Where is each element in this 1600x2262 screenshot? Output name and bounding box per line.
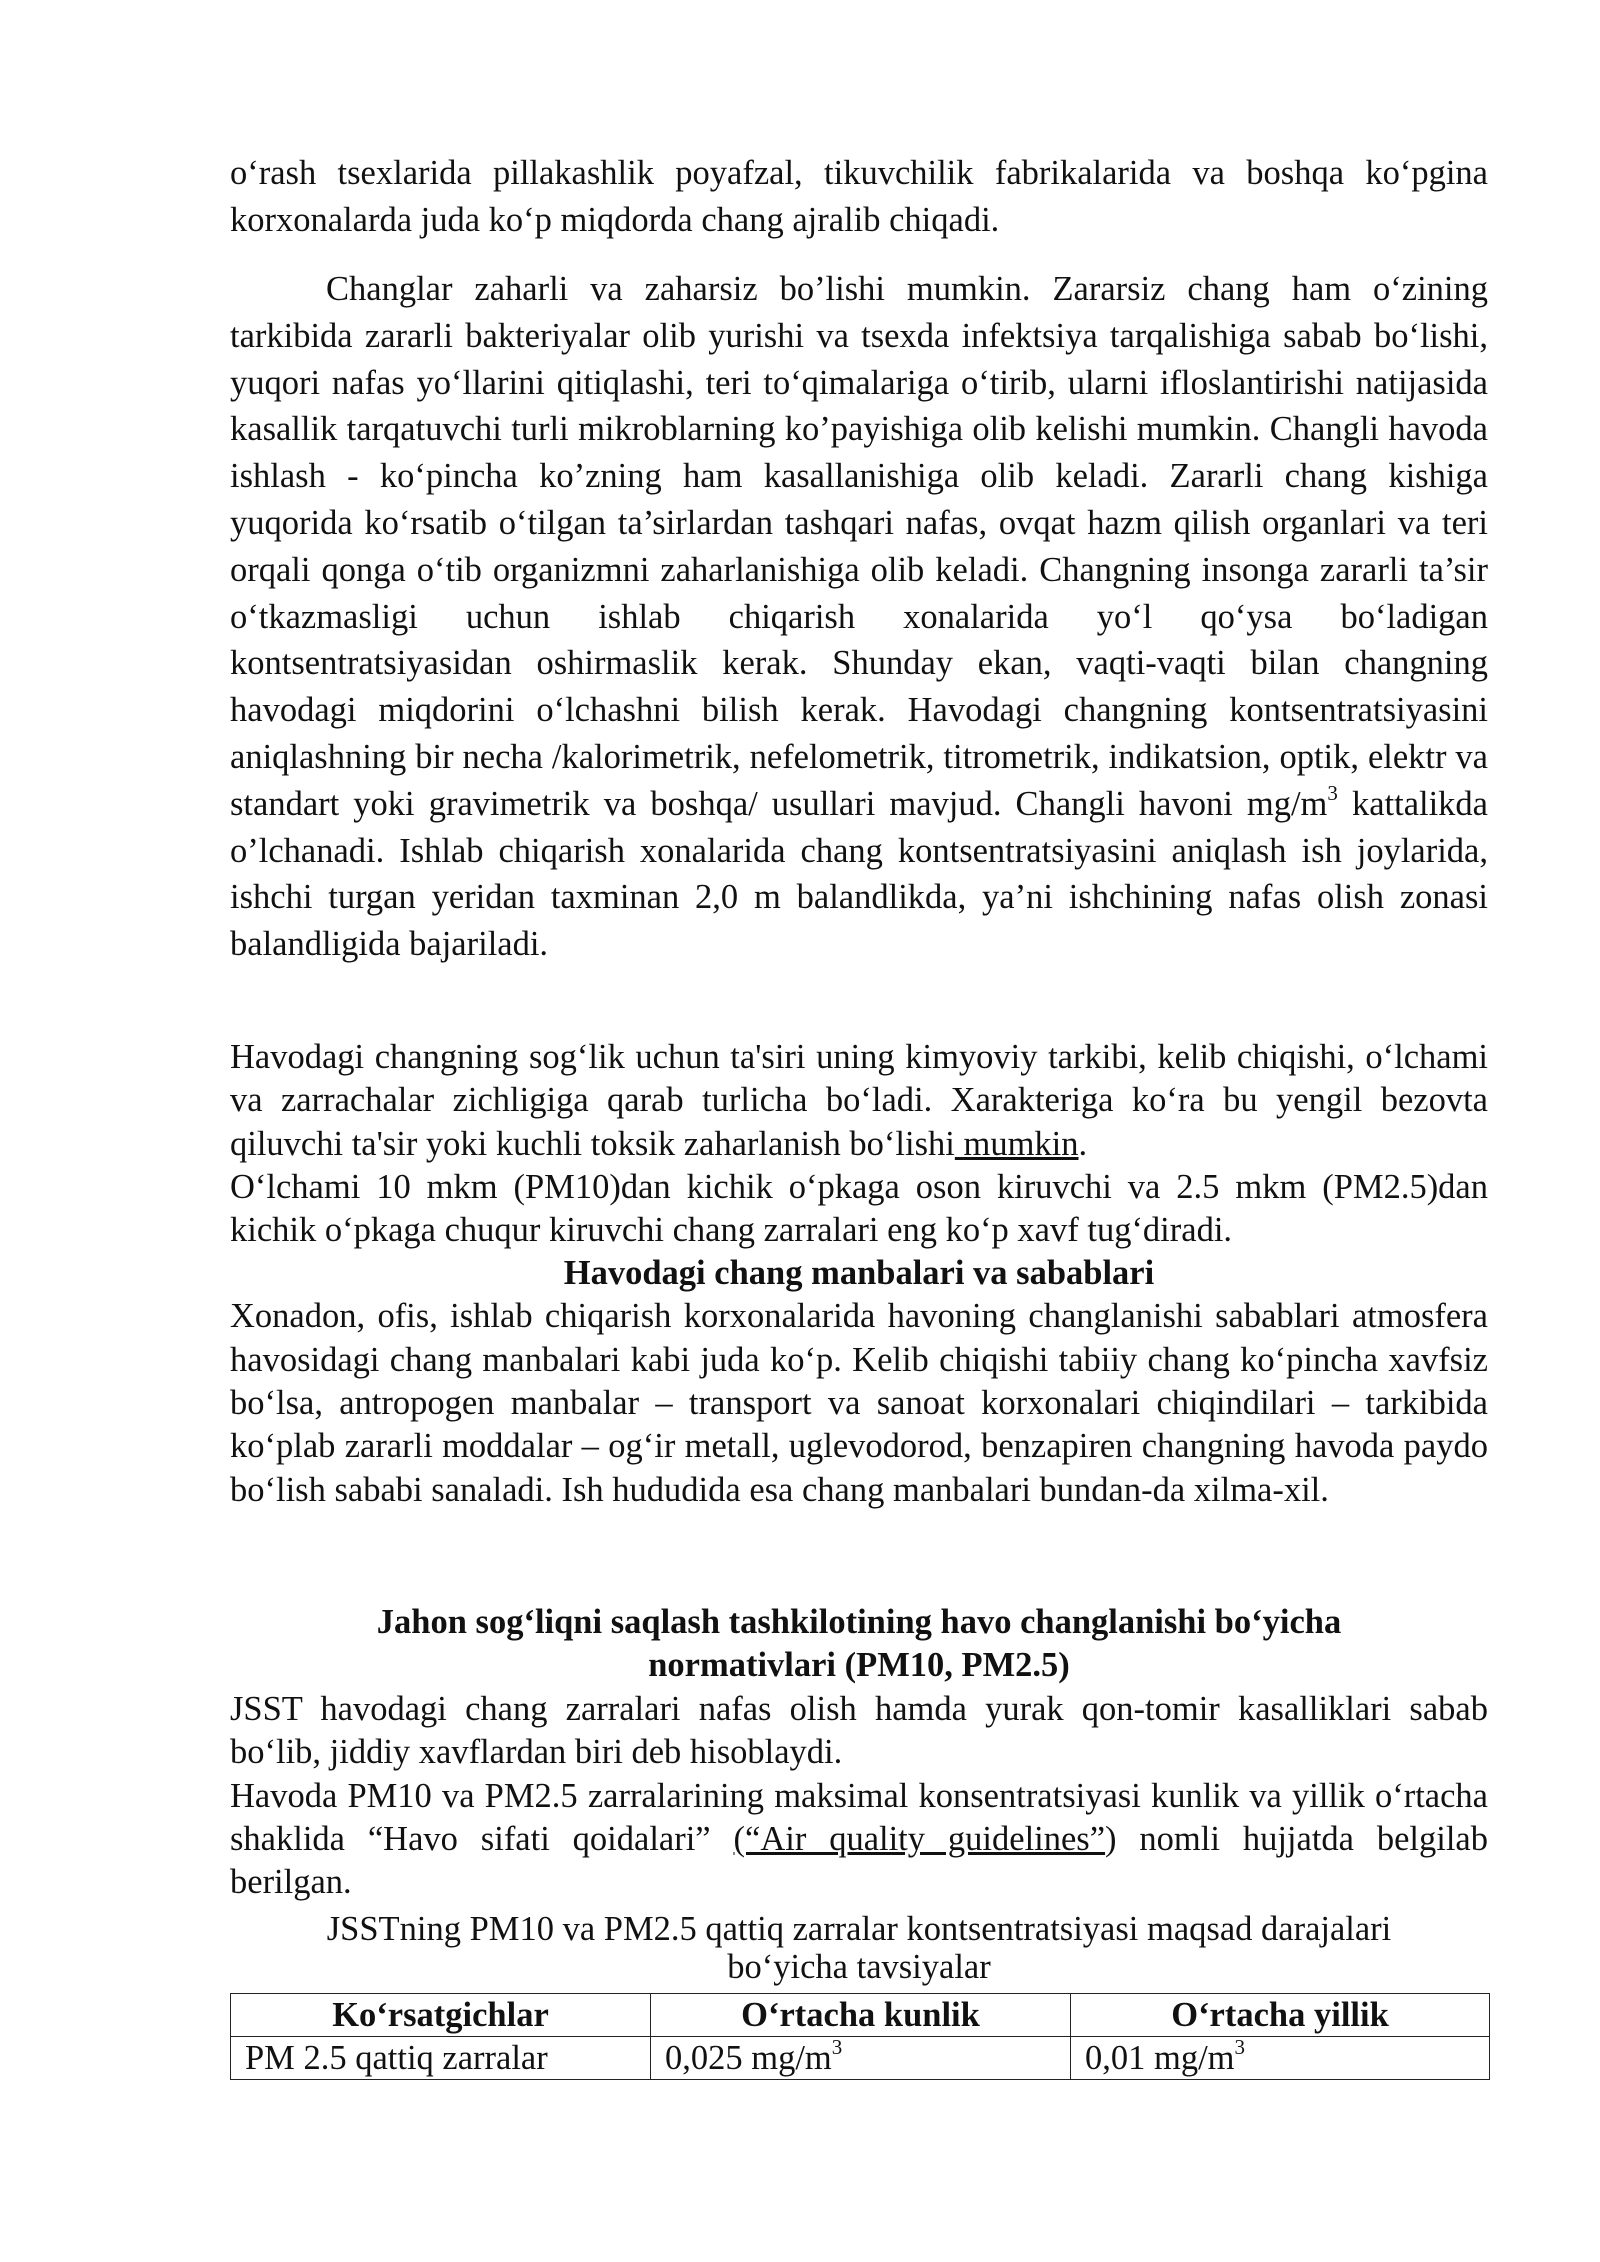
superscript-cubic: 3 xyxy=(1327,780,1338,805)
heading-who-norms xyxy=(230,1601,1488,1687)
paragraph-aqg-text: Havoda PM10 va PM2.5 zarralarining maksimal konsentratsiyasi kunlik va yillik o‘rtacha shaklida “Havo sifati qoidalari” xyxy=(230,1776,1488,1858)
table-caption xyxy=(230,1910,1488,1986)
table-row xyxy=(231,2037,1490,2080)
paragraph-health-effects: Havodagi changning sog‘lik uchun ta'siri uning kimyoviy tarkibi, kelib chiqishi, o‘lchami va zarrachalar zichligiga qarab turlicha bo‘ladi. Xarakteriga ko‘ra bu yengil bezovta qiluvchi ta'sir yoki kuchli toksik zaharlanish bo‘lishi mumkin. O‘lchami 10 mkm (PM10)dan kichik o‘pkaga oson kiruvchi va 2.5 mkm (PM2.5)dan kichik o‘pkaga chuqur kiruvchi chang zarralari eng ko‘p xavf tug‘diradi. Havodagi chang manbalari va sabablari Xonadon, ofis, ishlab chiqarish korxonalarida havoning changlanishi sabablari atmosfera havosidagi chang manbalari kabi juda ko‘p. Kelib chiqishi tabiiy chang ko‘pincha xavfsiz bo‘lsa, antropogen manbalar – transport va sanoat korxonalari chiqindilari – tarkibida ko‘plab zararli moddalar – og‘ir metall, uglevodorod, benzapiren changning havoda paydo bo‘lish sababi sanaladi. Ish hududida esa chang manbalari bundan-da xilma-xil. xyxy=(230,1036,1488,1512)
table-header-indicator: Ko‘rsatgichlar xyxy=(231,1994,651,2037)
table-header-yearly: O‘rtacha yillik xyxy=(1071,1994,1490,2037)
table-caption-line2: bo‘yicha tavsiyalar xyxy=(727,1948,991,1986)
paragraph-dust-types-tail: kattalikda o’lchanadi. Ishlab chiqarish xonalarida chang kontsentratsiyasini aniqlash ish joylarida, ishchi turgan yeridan taxminan 2,0 m balandlikda, ya’ni ishchining nafas olish zonasi balandligida bajariladi. xyxy=(230,784,1488,964)
paragraph-dust-types xyxy=(230,266,1488,968)
heading-dust-sources: Havodagi chang manbalari va sabablari xyxy=(563,1254,1155,1293)
paragraph-dust-types-text: Changlar zaharli va zaharsiz bo’lishi mumkin. Zararsiz chang ham o‘zining tarkibida zararli bakteriyalar olib yurishi va tsexda infektsiya tarqalishiga sabab bo‘lishi, yuqori nafas yo‘llarini qitiqlashi, teri to‘qimalariga o‘tirib, ularni ifloslantirishi natijasida kasallik tarqatuvchi turli mikroblarning ko’payishiga olib kelishi mumkin. Changli havoda ishlash - ko‘pincha ko’zning ham kasallanishiga olib keladi. Zararli chang kishiga yuqorida ko‘rsatib o‘tilgan ta’sirlardan tashqari nafas, ovqat hazm qilish organlari va teri orqali qonga o‘tib organizmni zaharlanishiga olib keladi. Changning insonga zararli ta’sir o‘tkazmasligi uchun ishlab chiqarish xonalarida yo‘l qo‘ysa bo‘ladigan kontsentratsiyasidan oshirmaslik kerak. Shunday ekan, vaqti-vaqti bilan changning havodagi miqdorini o‘lchashni bilish kerak. Havodagi changning kontsentratsiyasini aniqlashning bir necha /kalorimetrik, nefelometrik, titrometrik, indikatsion, optik, elektr va standart yoki gravimetrik va boshqa/ usullari mavjud. Changli havoni mg/m xyxy=(230,270,1488,823)
paragraph-particle-size: O‘lchami 10 mkm (PM10)dan kichik o‘pkaga oson kiruvchi va 2.5 mkm (PM2.5)dan kichik o‘pkaga chuqur kiruvchi chang zarralari eng ko‘p xavf tug‘diradi. xyxy=(230,1167,1488,1250)
paragraph-intro xyxy=(230,150,1488,244)
paragraph-dust-sources: Xonadon, ofis, ishlab chiqarish korxonalarida havoning changlanishi sabablari atmosfera havosidagi chang manbalari kabi juda ko‘p. Kelib chiqishi tabiiy chang ko‘pincha xavfsiz bo‘lsa, antropogen manbalar – transport va sanoat korxonalari chiqindilari – tarkibida ko‘plab zararli moddalar – og‘ir metall, uglevodorod, benzapiren changning havoda paydo bo‘lish sababi sanaladi. Ish hududida esa chang manbalari bundan-da xilma-xil. xyxy=(230,1297,1488,1509)
paragraph-intro-text: o‘rash tsexlarida pillakashlik poyafzal, tikuvchilik fabrikalarida va boshqa ko‘pgina korxonalarda juda ko‘p miqdorda chang ajralib chiqadi. xyxy=(230,154,1488,239)
table-header-row xyxy=(231,1994,1490,2037)
table-cell-yearly: 0,01 $mg/m^3$ xyxy=(1071,2037,1490,2080)
air-quality-guidelines-link[interactable]: (“Air quality guidelines” xyxy=(733,1819,1106,1858)
table-caption-line1: JSSTning PM10 va PM2.5 qattiq zarralar kontsentratsiyasi maqsad darajalari xyxy=(326,1910,1392,1948)
paragraph-jsst: JSST havodagi chang zarralari nafas olish hamda yurak qon-tomir kasalliklari sabab bo‘lib, jiddiy xavflardan biri deb hisoblaydi. xyxy=(230,1690,1488,1772)
table-cell-indicator: PM 2.5 qattiq zarralar xyxy=(231,2037,651,2080)
heading-who-norms-line1: Jahon sog‘liqni saqlash tashkilotining havo changlanishi bo‘yicha xyxy=(376,1603,1342,1641)
who-norms-table xyxy=(230,1993,1490,2080)
mumkin-link[interactable]: mumkin xyxy=(954,1124,1079,1163)
paragraph-health-effects-text: Havodagi changning sog‘lik uchun ta'siri uning kimyoviy tarkibi, kelib chiqishi, o‘lchami va zarrachalar zichligiga qarab turlicha bo‘ladi. Xarakteriga ko‘ra bu yengil bezovta qiluvchi ta'sir yoki kuchli toksik zaharlanish bo‘lishi xyxy=(230,1038,1488,1163)
heading-who-norms-line2: normativlari (PM10, PM2.5) xyxy=(648,1646,1070,1684)
table-header-daily: O‘rtacha kunlik xyxy=(651,1994,1071,2037)
paragraph-who-guidelines: JSST havodagi chang zarralari nafas olish hamda yurak qon-tomir kasalliklari sabab bo‘lib, jiddiy xavflardan biri deb hisoblaydi. Havoda PM10 va PM2.5 zarralarining maksimal konsentratsiyasi kunlik va yillik o‘rtacha shaklida “Havo sifati qoidalari” (“Air quality guidelines”) nomli hujjatda belgilab berilgan. xyxy=(230,1690,1488,1902)
table-cell-daily: 0,025 $mg/m^3$ xyxy=(651,2037,1071,2080)
